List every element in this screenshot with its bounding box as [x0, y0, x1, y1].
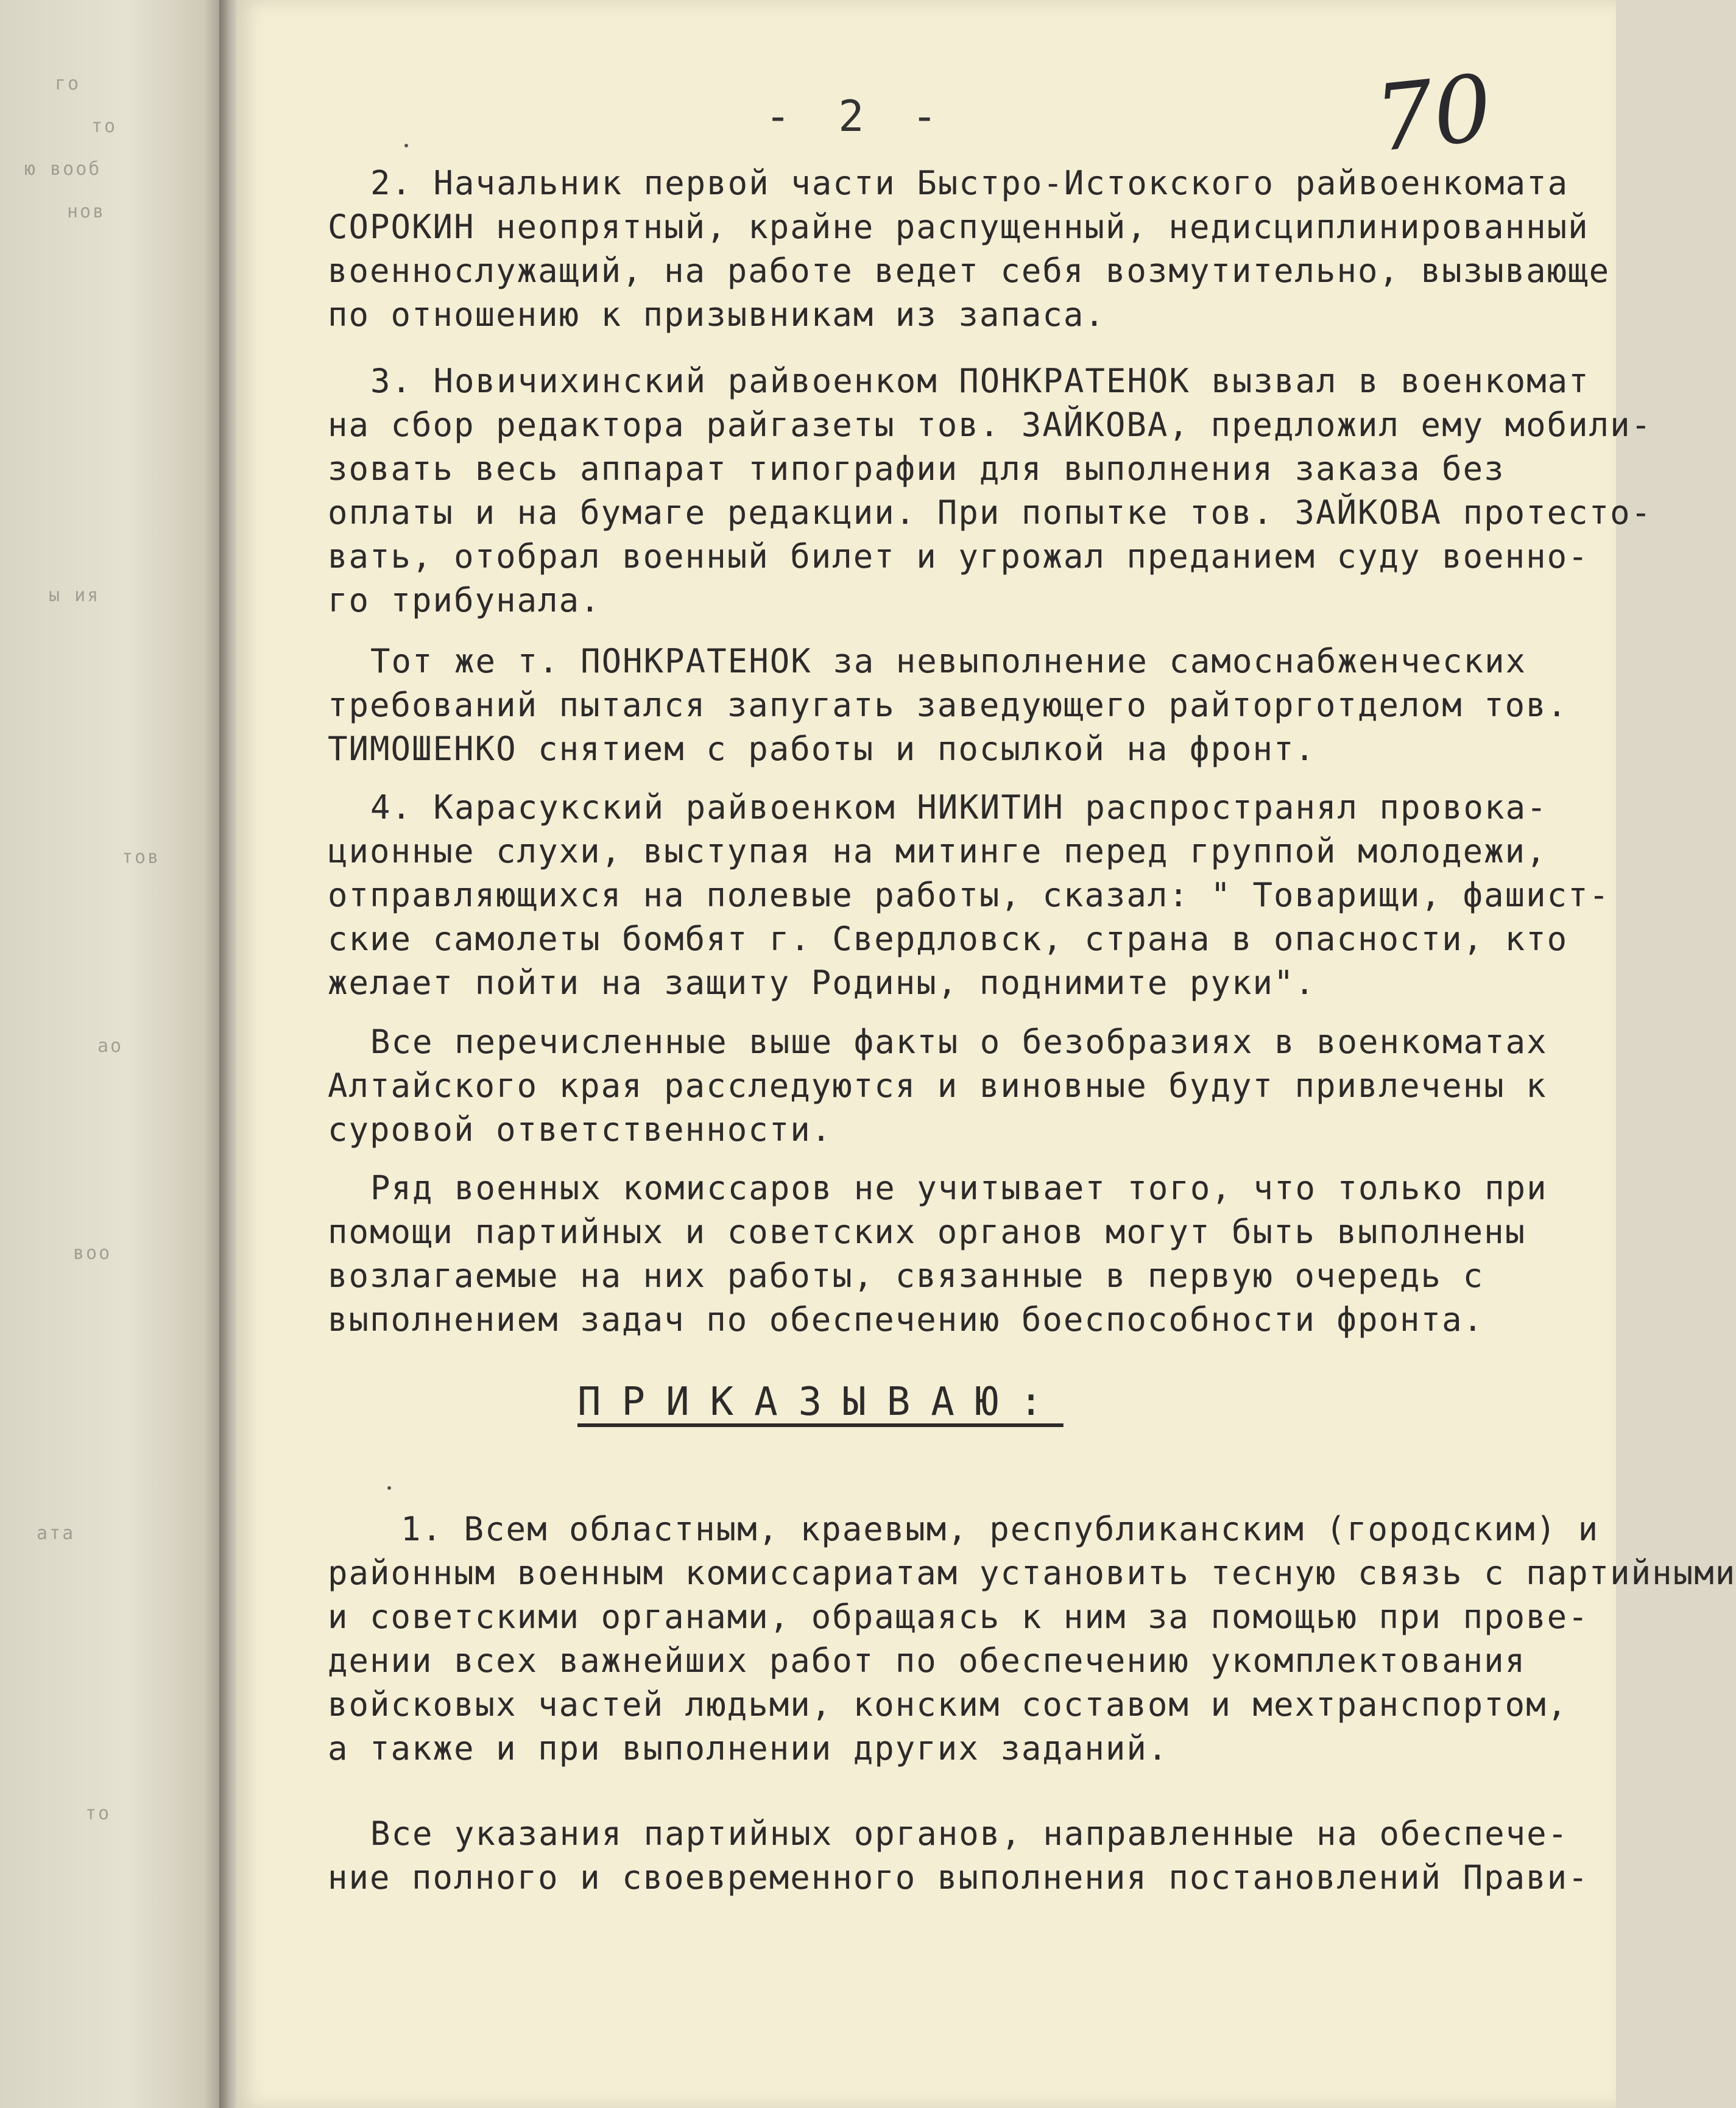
previous-page-edge [0, 0, 231, 2108]
paragraph-5 [328, 1020, 1548, 1152]
text-line: выполнением задач по обеспечению боеспособности фронта. [328, 1300, 1484, 1339]
text-line: Все указания партийных органов, направленные на обеспече- [370, 1814, 1569, 1853]
text-line: желает пойти на защиту Родины, поднимите руки". [328, 964, 1316, 1002]
text-line: и советскими органами, обращаясь к ним за помощью при прове- [328, 1598, 1589, 1636]
bleed-mark: воо [73, 1243, 112, 1264]
text-line: военнослужащий, на работе ведет себя возмутительно, вызывающе [328, 252, 1611, 290]
order-paragraph-1 [328, 1507, 1736, 1771]
text-line: вать, отобрал военный билет и угрожал преданием суду военно- [328, 537, 1589, 576]
text-line: 2. Начальник первой части Быстро-Истокского райвоенкомата [370, 164, 1569, 202]
text-line: возлагаемые на них работы, связанные в первую очередь с [328, 1257, 1484, 1295]
bleed-mark: го [55, 73, 81, 94]
order-paragraph-2 [328, 1812, 1589, 1900]
bleed-mark: ата [37, 1523, 76, 1544]
order-heading: ПРИКАЗЫВАЮ: [577, 1380, 1064, 1425]
paragraph-4 [328, 786, 1611, 1005]
text-line: 1. Всем областным, краевым, республиканским (городским) и [401, 1510, 1600, 1548]
text-line: Тот же т. ПОНКРАТЕНОК за невыполнение самоснабженческих [370, 642, 1527, 680]
bleed-mark: нов [67, 201, 106, 222]
text-line: СОРОКИН неопрятный, крайне распущенный, недисциплинированный [328, 208, 1589, 246]
text-line: суровой ответственности. [328, 1110, 833, 1149]
text-line: ские самолеты бомбят г. Свердловск, страна в опасности, кто [328, 920, 1568, 958]
text-line: ТИМОШЕНКО снятием с работы и посылкой на фронт. [328, 730, 1316, 768]
paragraph-3 [328, 359, 1653, 622]
archive-folio-number: 70 [1370, 55, 1497, 173]
ink-dot [387, 1486, 391, 1490]
text-line: 3. Новичихинский райвоенком ПОНКРАТЕНОК вызвал в военкомат [370, 362, 1590, 400]
paragraph-6 [328, 1166, 1548, 1342]
bleed-mark: ю вооб [24, 158, 102, 180]
text-line: зовать весь аппарат типографии для выполнения заказа без [328, 449, 1505, 488]
text-line: Алтайского края расследуются и виновные будут привлечены к [328, 1066, 1547, 1105]
text-line: помощи партийных и советских органов могут быть выполнены [328, 1213, 1526, 1251]
text-line: требований пытался запугать заведующего райторготделом тов. [328, 686, 1568, 724]
text-line: а также и при выполнении других заданий. [328, 1729, 1169, 1768]
text-line: ние полного и своевременного выполнения постановлений Прави- [328, 1858, 1589, 1897]
bleed-mark: то [85, 1803, 111, 1824]
text-line: Все перечисленные выше факты о безобразиях в военкоматах [370, 1023, 1548, 1061]
text-line: Ряд военных комиссаров не учитывает того, что только при [370, 1169, 1548, 1207]
bleed-mark: ао [97, 1035, 124, 1057]
paragraph-3b [328, 640, 1568, 771]
text-line: 4. Карасукский райвоенком НИКИТИН распространял провока- [370, 788, 1548, 827]
text-line: го трибунала. [328, 581, 601, 619]
bleed-mark: ы ия [49, 585, 101, 606]
text-line: войсковых частей людьми, конским составом и мехтранспортом, [328, 1685, 1568, 1724]
bleed-mark: то [91, 116, 118, 137]
ink-dot [404, 144, 408, 147]
text-line: ционные слухи, выступая на митинге перед группой молодежи, [328, 832, 1547, 870]
page-number: - 2 - [765, 91, 948, 141]
text-line: отправляющихся на полевые работы, сказал: " Товарищи, фашист- [328, 876, 1611, 914]
text-line: оплаты и на бумаге редакции. При попытке тов. ЗАЙКОВА протесто- [328, 493, 1653, 532]
text-line: дении всех важнейших работ по обеспечению укомплектования [328, 1641, 1526, 1680]
bleed-mark: тов [122, 847, 161, 868]
document-page [236, 0, 1736, 2108]
text-line: на сбор редактора райгазеты тов. ЗАЙКОВА, предложил ему мобили- [328, 406, 1653, 444]
text-line: районным военным комиссариатам установить тесную связь с партийными [328, 1554, 1736, 1592]
text-line: по отношению к призывникам из запаса. [328, 295, 1106, 334]
paragraph-2 [328, 161, 1611, 337]
